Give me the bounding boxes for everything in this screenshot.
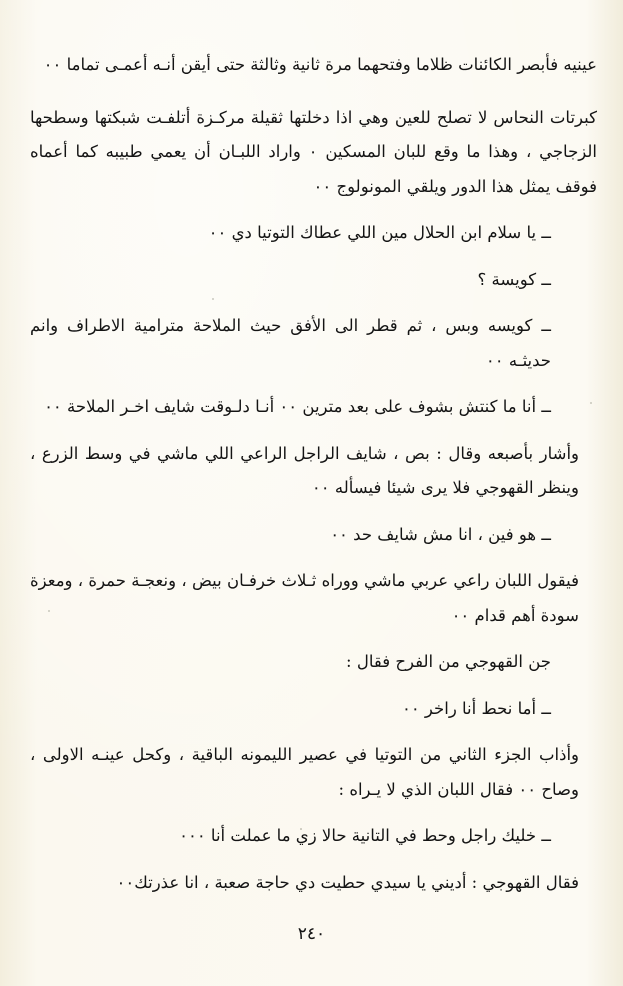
body-text bbox=[30, 48, 597, 900]
paragraph: كبرتات النحاس لا تصلح للعين وهي اذا دخلتها ثقيلة مركـزة أتلفـت شبكتها وسطحها الزجاجي ، وهذا ما وقع للبان المسكين ٠ واراد اللبـان أن يعمي طبيبه كما أعماه فوقف يمثل هذا الدور ويلقي المونولوج ٠٠ bbox=[30, 107, 597, 196]
dialogue-line: ــ كويسة ؟ bbox=[477, 269, 551, 289]
paragraph: فيقول اللبان راعي عربي ماشي ووراه ثـلاث خرفـان بيض ، ونعجـة حمرة ، ومعزة سودة أهم قدام ٠٠ bbox=[30, 571, 579, 625]
paragraph: عينيه فأبصر الكائنات ظلاما وفتحهما مرة ثانية وثالثة حتى أيقن أنـه أعمـى تماما ٠٠ bbox=[43, 55, 597, 74]
dialogue-line: ــ خليك راجل وحط في التانية حالا زي ما عملت أنا ٠٠٠ bbox=[179, 826, 551, 845]
paragraph: جن القهوجي من الفرح فقال : bbox=[346, 652, 551, 671]
page-number: ٢٤٠ bbox=[297, 924, 326, 944]
paragraph: وأذاب الجزء الثاني من التوتيا في عصير الليمونه الباقية ، وكحل عينـه الاولى ، وصاح ٠٠ فقال اللبان الذي لا يـراه : bbox=[30, 745, 579, 799]
dialogue-line: ــ أنا ما كنتش بشوف على بعد مترين ٠٠ أنـا دلـوقت شايف اخـر الملاحة ٠٠ bbox=[44, 397, 551, 416]
dialogue-line: ــ هو فين ، انا مش شايف حد ٠٠ bbox=[330, 524, 551, 544]
paragraph: وأشار بأصبعه وقال : بص ، شايف الراجل الراعي اللي ماشي في وسط الزرع ، وينظر القهوجي فلا يرى شيئا فيسأله ٠٠ bbox=[30, 443, 579, 497]
dialogue-line: ــ أما نحط أنا راخر ٠٠ bbox=[401, 698, 551, 718]
paragraph: فقال القهوجي : أديني يا سيدي حطيت دي حاجة صعبة ، انا عذرتك٠٠ bbox=[116, 872, 579, 892]
dialogue-line: ــ يا سلام ابن الحلال مين اللي عطاك التوتيا دي ٠٠ bbox=[208, 223, 551, 242]
dialogue-line: ــ كويسه وبس ، ثم قطر الى الأفق حيث الملاحة مترامية الاطراف وانم حديثـه ٠٠ bbox=[30, 316, 551, 370]
